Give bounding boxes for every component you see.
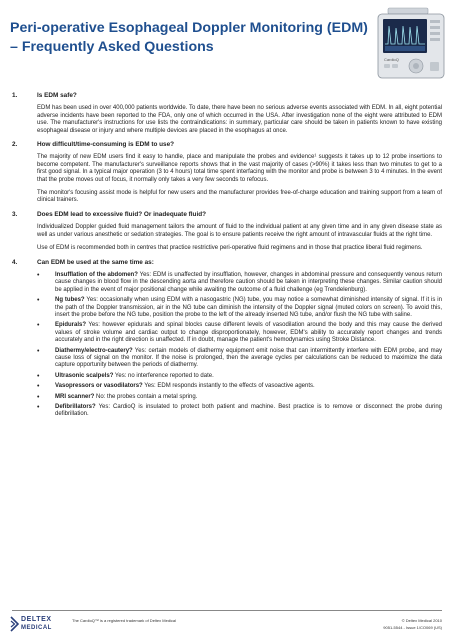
question-text: Is EDM safe? <box>37 92 77 99</box>
answer-paragraph: Individualized Doppler guided fluid management tailors the amount of fluid to the individual patient at any given time and in any given disease state as well as under various anesthetic or sedation strategies. The goal is to ensure patients receive the right amount of intravascular fluids at the right time. <box>37 224 442 238</box>
bullet-text: Yes: occasionally when using EDM with a nasogastric (NG) tube, you may notice a somewhat diminished intensity of signal. If it is in the path of the Doppler transmission, air in the NG tube can diminish the intensity of the Doppler signal (muted colors on screen). To avoid this, insert the probe before the NG tube, position the probe to the left of the already inserted NG tube, and/or flush the NG tube with saline. <box>55 297 442 318</box>
footer-right <box>383 617 442 631</box>
bullet-icon: • <box>37 347 40 355</box>
answer-paragraph: The majority of new EDM users find it easy to handle, place and manipulate the probes and evidence¹ suggests it takes up to 12 probe insertions to become competent. The manufacturer's surveillance reports shows that in the vast majority of cases (>90%) it takes less than two minutes to get to a first good signal. In a typical major operation (3 to 4 hours) total time spent interfacing with the monitor and probe is between 3 to 4 minutes. In the event that the probe moves out of focus, it normally only takes a very few seconds to refocus. <box>37 154 442 183</box>
bullet-lead: Ultrasonic scalpels? <box>55 372 114 379</box>
trademark-notice: The CardioQ™ is a registered trademark of Deltex Medical <box>72 618 177 623</box>
bullet-body <box>55 272 442 294</box>
bullet-icon: • <box>37 372 40 380</box>
bullet-text: Yes: EDM is unaffected by insufflation, however, changes in abdominal pressure and consequently venous return cause changes in blood flow in the descending aorta and therefore caution should be taken in interpreting these changes. Similar caution should be applied in the event of major positional change while awaiting the outcome of a fluid challenge (eg Trendelenburg). <box>55 271 442 293</box>
bullet-body <box>55 348 442 370</box>
question-text: Does EDM lead to excessive fluid? Or inadequate fluid? <box>37 210 207 218</box>
question-number: 4. <box>12 258 18 266</box>
copyright-notice: © Deltex Medical 2010 <box>401 618 442 623</box>
question-heading <box>12 92 442 99</box>
answer-paragraph: The monitor's focusing assist mode is helpful for new users and the manufacturer provides free-of-charge education and training support from a team of clinical trainers. <box>37 190 442 204</box>
logo-subtitle: MEDICAL <box>21 625 52 631</box>
bullet-text: No: the probes contain a metal spring. <box>94 393 198 400</box>
bullet-lead: Defibrillators? <box>55 404 96 410</box>
bullet-body <box>55 383 315 390</box>
svg-text:CardioQ: CardioQ <box>384 57 399 62</box>
bullet-icon: • <box>37 271 40 279</box>
page-title-line-1: Peri-operative Esophageal Doppler Monitoring (EDM) <box>10 20 368 36</box>
bullet-item <box>37 394 442 401</box>
question-text: Can EDM be used at the same time as: <box>37 258 154 266</box>
bullet-lead: MRI scanner? <box>55 393 95 400</box>
footer-divider <box>12 610 442 611</box>
bullet-text: Yes: CardioQ is insulated to protect both patient and machine. Best practice is to remove or disconnect the probe during defibrillation. <box>55 404 442 418</box>
bullet-text: Yes: EDM responds instantly to the effects of vasoactive agents. <box>142 383 315 390</box>
bullet-icon: • <box>37 393 40 401</box>
cardioq-monitor-image <box>374 4 448 82</box>
bullet-body <box>55 404 442 419</box>
bullet-body <box>55 322 442 344</box>
bullet-text: Yes: no interference reported to date. <box>113 372 214 379</box>
bullet-item <box>37 348 442 370</box>
answer-paragraph: EDM has been used in over 400,000 patients worldwide. To date, there have been no serious adverse events associated with EDM. In all, eight potential adverse incidents have been reported to the FDA, only one of which occurred in the USA. After investigation none of the eight were attributed to EDM use. The manufacturer's instructions for use lists the contraindications: in summary, particular care should be taken in patients known to have existing esophageal disease or injury and where multiple devices are placed in the esophagus at once. <box>37 105 442 134</box>
faq-content <box>12 92 442 422</box>
question-number: 3. <box>12 210 18 218</box>
question-heading <box>12 141 442 148</box>
question-number: 1. <box>12 92 18 99</box>
bullet-icon: • <box>37 383 40 391</box>
bullet-text: Yes: certain models of diathermy equipment emit noise that can intermittently interfere with EDM probe, and may cause loss of signal on the monitor. If the noise is prolonged, then the average cycles per calculations can be reduced to maximize the data capture opportunity between the periods of diathermy. <box>55 347 442 369</box>
bullet-lead: Insufflation of the abdomen? <box>55 271 138 278</box>
bullet-icon: • <box>37 297 40 305</box>
question-text: How difficult/time-consuming is EDM to use? <box>37 141 175 149</box>
deltex-logo-mark-icon <box>10 615 19 633</box>
bullet-item <box>37 383 442 390</box>
bullet-body <box>55 297 442 319</box>
question-number: 2. <box>12 141 18 149</box>
bullet-icon: • <box>37 404 40 411</box>
bullet-body <box>55 373 214 380</box>
bullet-lead: Epidurals? <box>55 322 87 329</box>
bullet-lead: Ng tubes? <box>55 297 85 304</box>
bullet-text: Yes: however epidurals and spinal blocks cause different levels of vasodilation around the body and this may cause the derived values of stroke volume and cardiac output to change disproportionately, however, EDM's ability to accurately report changes and trends accurately and in the right direction is unaffected. If in doubt, manage the patient's hemodynamics using Stroke Distance. <box>55 322 442 344</box>
answer-bullet-list <box>37 272 442 419</box>
question-heading <box>12 211 442 218</box>
page-title-line-2: – Frequently Asked Questions <box>10 39 214 55</box>
bullet-item <box>37 373 442 380</box>
bullet-item <box>37 322 442 344</box>
bullet-lead: Diathermy/electro-cautery? <box>55 347 133 354</box>
question-heading <box>12 259 442 266</box>
bullet-lead: Vasopressors or vasodilators? <box>55 383 143 390</box>
bullet-item <box>37 297 442 319</box>
document-reference: 9051-5544 - Issue 1/CO069 (US) <box>383 625 442 630</box>
bullet-item <box>37 404 442 419</box>
bullet-icon: • <box>37 322 40 330</box>
page-title <box>10 19 370 57</box>
deltex-logo <box>10 614 68 636</box>
logo-name: DELTEX <box>21 616 52 623</box>
bullet-item <box>37 272 442 294</box>
bullet-body <box>55 394 197 401</box>
answer-paragraph: Use of EDM is recommended both in centres that practice restrictive peri-operative fluid regimens and in those that practice liberal fluid regimens. <box>37 245 423 252</box>
